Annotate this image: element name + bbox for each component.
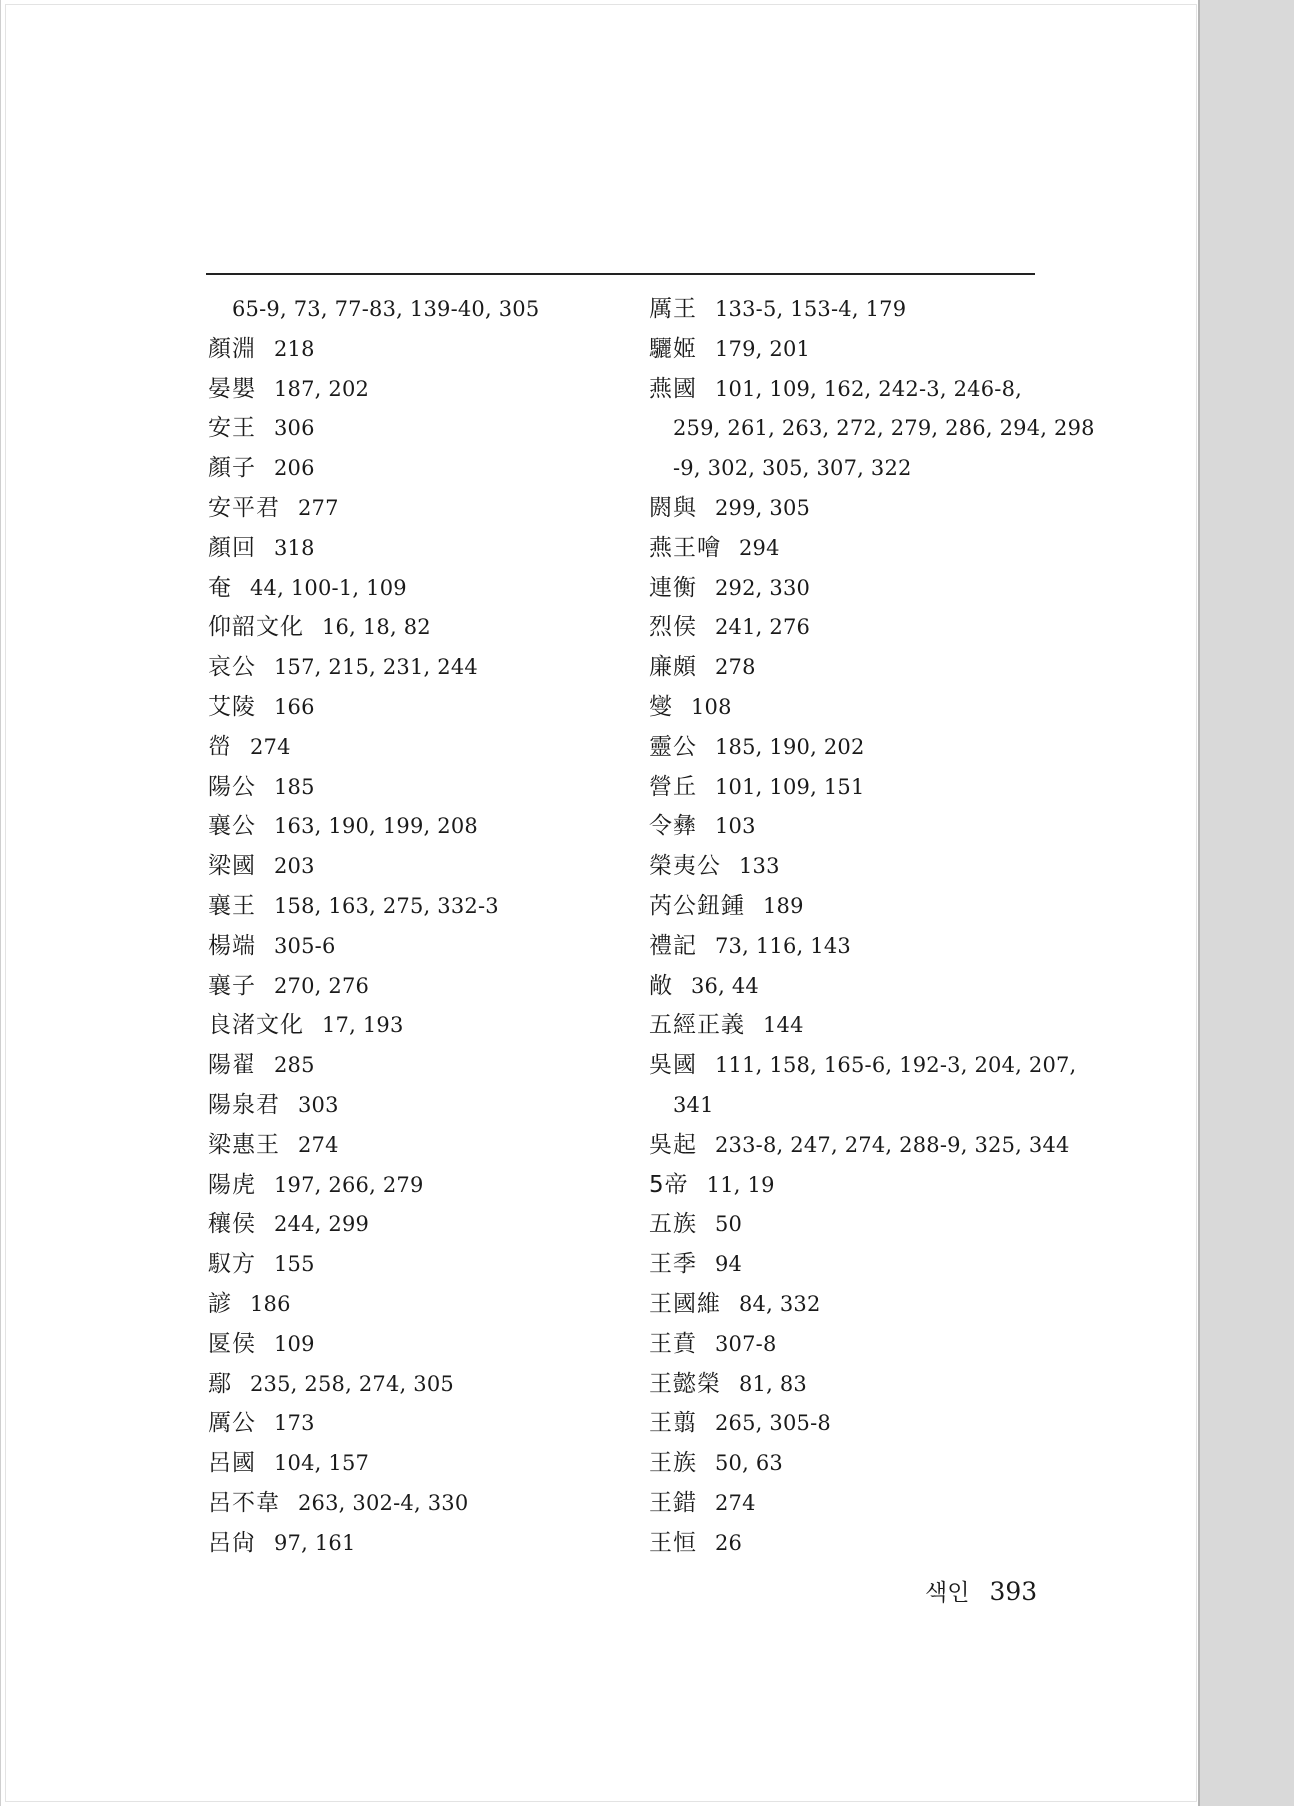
index-term: 燮: [649, 693, 673, 720]
index-page-refs: 303: [298, 1092, 339, 1117]
index-entry: [649, 1245, 1069, 1285]
index-term: 五經正義: [649, 1012, 745, 1039]
index-term: 榮夷公: [649, 853, 721, 880]
index-page-refs: 109: [274, 1331, 315, 1356]
index-entry: [208, 1524, 628, 1564]
index-entry: [208, 688, 628, 728]
index-term: 王賁: [649, 1330, 697, 1357]
index-entry: [208, 648, 628, 688]
index-page-refs: 104, 157: [274, 1451, 370, 1476]
index-page-refs: 50, 63: [715, 1451, 783, 1476]
index-entry: [649, 847, 1069, 887]
index-page-refs: -9, 302, 305, 307, 322: [673, 456, 912, 481]
index-entry-continuation: [649, 1086, 1069, 1126]
index-page-refs: 218: [274, 336, 315, 361]
index-page-refs: 265, 305-8: [715, 1411, 831, 1436]
index-term: 連衡: [649, 574, 697, 601]
index-page-refs: 341: [673, 1092, 714, 1117]
index-page-refs: 263, 302-4, 330: [298, 1490, 469, 1515]
index-entry: [208, 1444, 628, 1484]
index-entry: [208, 1205, 628, 1245]
index-entry: [208, 1285, 628, 1325]
index-entry: [208, 370, 628, 410]
index-page-refs: 186: [250, 1291, 291, 1316]
index-entry: [208, 967, 628, 1007]
index-term: 芮公鈕鍾: [649, 892, 745, 919]
index-entry: [208, 807, 628, 847]
index-page-refs: 11, 19: [706, 1172, 775, 1197]
index-page-refs: 157, 215, 231, 244: [274, 655, 478, 680]
index-entry: [208, 489, 628, 529]
index-term: 良渚文化: [208, 1012, 304, 1039]
index-page-refs: 16, 18, 82: [322, 615, 431, 640]
index-page-refs: 84, 332: [739, 1291, 821, 1316]
index-term: 仰韶文化: [208, 614, 304, 641]
index-page-refs: 179, 201: [715, 336, 811, 361]
index-entry: [208, 409, 628, 449]
index-term: 王翦: [649, 1410, 697, 1437]
index-term: 梁惠王: [208, 1131, 280, 1158]
index-entry: [208, 330, 628, 370]
index-term: 匽侯: [208, 1330, 256, 1357]
index-term: 哀公: [208, 654, 256, 681]
index-entry: [649, 569, 1069, 609]
index-term: 顏回: [208, 534, 256, 561]
index-entry: [208, 1365, 628, 1405]
index-term: 顏子: [208, 455, 256, 482]
index-page-refs: 274: [298, 1132, 339, 1157]
index-entry: [208, 927, 628, 967]
index-page-refs: 318: [274, 535, 315, 560]
index-term: 安平君: [208, 494, 280, 521]
index-term: 王季: [649, 1251, 697, 1278]
index-entry: [208, 529, 628, 569]
index-page-refs: 173: [274, 1411, 315, 1436]
index-page-refs: 241, 276: [715, 615, 811, 640]
index-page-refs: 278: [715, 655, 756, 680]
index-term: 艾陵: [208, 693, 256, 720]
index-page-refs: 166: [274, 694, 315, 719]
index-entry: [208, 1126, 628, 1166]
index-term: 廉頗: [649, 654, 697, 681]
index-page-refs: 206: [274, 456, 315, 481]
index-page-refs: 203: [274, 854, 315, 879]
index-term: 燕國: [649, 375, 697, 402]
index-entry: [649, 330, 1069, 370]
index-term: 靈公: [649, 733, 697, 760]
index-page-refs: 235, 258, 274, 305: [250, 1371, 454, 1396]
index-page-refs: 270, 276: [274, 973, 370, 998]
index-page-refs: 306: [274, 416, 315, 441]
index-term: 令彝: [649, 813, 697, 840]
index-entry: [649, 370, 1069, 410]
index-page-refs: 158, 163, 275, 332-3: [274, 893, 499, 918]
index-page-refs: 292, 330: [715, 575, 811, 600]
index-page-refs: 305-6: [274, 933, 336, 958]
index-page-refs: 81, 83: [739, 1371, 807, 1396]
index-entry: [208, 1166, 628, 1206]
index-page-refs: 285: [274, 1053, 315, 1078]
index-term: 嵤: [208, 733, 232, 760]
page-footer: [925, 1574, 1037, 1607]
index-entry: [649, 728, 1069, 768]
index-term: 禮記: [649, 932, 697, 959]
index-entry: [649, 1006, 1069, 1046]
index-page-refs: 111, 158, 165-6, 192-3, 204, 207,: [715, 1053, 1077, 1078]
index-entry: [649, 1444, 1069, 1484]
index-entry: [649, 529, 1069, 569]
index-page-refs: 50: [715, 1212, 743, 1237]
index-term: 陽公: [208, 773, 256, 800]
index-page-refs: 277: [298, 495, 339, 520]
index-page-refs: 185: [274, 774, 315, 799]
index-entry: [208, 1006, 628, 1046]
index-page-refs: 189: [763, 893, 804, 918]
index-entry: [649, 1126, 1069, 1166]
index-page-refs: 97, 161: [274, 1530, 356, 1555]
index-term: 王懿榮: [649, 1370, 721, 1397]
index-page-refs: 36, 44: [691, 973, 759, 998]
index-term: 晏嬰: [208, 375, 256, 402]
index-term: 驪姬: [649, 335, 697, 362]
index-page-refs: 163, 190, 199, 208: [274, 814, 478, 839]
index-entry: [208, 887, 628, 927]
index-term: 5帝: [649, 1171, 689, 1198]
index-page-refs: 299, 305: [715, 495, 811, 520]
footer-label: 색인: [925, 1580, 970, 1606]
index-page-refs: 187, 202: [274, 376, 370, 401]
index-term: 顏淵: [208, 335, 256, 362]
index-term: 王國維: [649, 1290, 721, 1317]
index-entry: [649, 807, 1069, 847]
index-entry: [208, 449, 628, 489]
index-term: 襄子: [208, 972, 256, 999]
header-rule: [206, 273, 1035, 275]
index-page-refs: 274: [250, 734, 291, 759]
index-term: 梁國: [208, 853, 256, 880]
index-term: 營丘: [649, 773, 697, 800]
index-term: 燕王噲: [649, 534, 721, 561]
index-column-left: [208, 290, 628, 1564]
index-term: 厲公: [208, 1410, 256, 1437]
index-entry: [649, 1365, 1069, 1405]
index-term: 陽虎: [208, 1171, 256, 1198]
index-page-refs: 65-9, 73, 77-83, 139-40, 305: [232, 297, 540, 321]
index-term: 鄢: [208, 1370, 232, 1397]
index-term: 敞: [649, 972, 673, 999]
index-term: 王錯: [649, 1489, 697, 1516]
index-entry: [208, 768, 628, 808]
index-term: 馭方: [208, 1251, 256, 1278]
index-page-refs: 244, 299: [274, 1212, 370, 1237]
index-entry: [208, 1325, 628, 1365]
index-entry-continuation: [208, 290, 628, 330]
index-term: 吳國: [649, 1052, 697, 1079]
index-page-refs: 44, 100-1, 109: [250, 575, 407, 600]
index-page-refs: 197, 266, 279: [274, 1172, 424, 1197]
index-term: 陽翟: [208, 1052, 256, 1079]
index-term: 陽泉君: [208, 1091, 280, 1118]
index-entry: [649, 290, 1069, 330]
index-entry: [649, 768, 1069, 808]
index-term: 呂尙: [208, 1529, 256, 1556]
index-page-refs: 103: [715, 814, 756, 839]
index-entry-continuation: [649, 409, 1095, 449]
index-entry: [208, 847, 628, 887]
index-page-refs: 108: [691, 694, 732, 719]
index-entry: [649, 1524, 1069, 1564]
index-entry: [649, 648, 1069, 688]
index-entry: [208, 1046, 628, 1086]
index-page-refs: 307-8: [715, 1331, 777, 1356]
index-page-refs: 101, 109, 151: [715, 774, 865, 799]
index-entry: [649, 887, 1069, 927]
index-page-refs: 133: [739, 854, 780, 879]
index-entry: [649, 1166, 1069, 1206]
index-term: 五族: [649, 1211, 697, 1238]
index-entry: [649, 1325, 1069, 1365]
index-entry: [649, 608, 1069, 648]
index-entry: [208, 1484, 628, 1524]
index-page-refs: 133-5, 153-4, 179: [715, 297, 907, 321]
index-page-refs: 144: [763, 1013, 804, 1038]
index-term: 穰侯: [208, 1211, 256, 1238]
index-term: 楊端: [208, 932, 256, 959]
index-entry: [208, 569, 628, 609]
index-entry: [649, 688, 1069, 728]
index-column-right: [649, 290, 1095, 1564]
index-term: 閼與: [649, 494, 697, 521]
index-entry: [208, 1086, 628, 1126]
index-term: 呂不韋: [208, 1489, 280, 1516]
index-term: 安王: [208, 415, 256, 442]
index-page-refs: 73, 116, 143: [715, 933, 851, 958]
index-entry: [649, 1046, 1077, 1086]
index-page-refs: 101, 109, 162, 242-3, 246-8,: [715, 376, 1023, 401]
index-entry: [208, 1245, 628, 1285]
index-page-refs: 294: [739, 535, 780, 560]
index-page-refs: 155: [274, 1252, 315, 1277]
index-entry: [649, 1484, 1069, 1524]
index-entry: [208, 608, 628, 648]
index-entry: [649, 967, 1069, 1007]
index-entry: [649, 1404, 1069, 1444]
index-term: 諺: [208, 1290, 232, 1317]
index-page-refs: 259, 261, 263, 272, 279, 286, 294, 298: [673, 416, 1095, 441]
index-entry: [649, 1205, 1069, 1245]
index-term: 襄公: [208, 813, 256, 840]
index-entry: [649, 927, 1069, 967]
index-page-refs: 26: [715, 1530, 743, 1555]
index-term: 烈侯: [649, 614, 697, 641]
index-entry-continuation: [649, 449, 1069, 489]
index-page-refs: 185, 190, 202: [715, 734, 865, 759]
index-term: 王族: [649, 1450, 697, 1477]
index-entry: [649, 489, 1069, 529]
index-page-refs: 274: [715, 1490, 756, 1515]
index-term: 吳起: [649, 1131, 697, 1158]
index-entry: [649, 1285, 1069, 1325]
index-term: 呂國: [208, 1450, 256, 1477]
page-number: 393: [989, 1577, 1038, 1606]
index-entry: [208, 728, 628, 768]
index-page-refs: 94: [715, 1252, 743, 1277]
index-term: 厲王: [649, 296, 697, 322]
index-entry: [208, 1404, 628, 1444]
index-term: 奄: [208, 574, 232, 601]
index-term: 襄王: [208, 892, 256, 919]
index-term: 王恒: [649, 1529, 697, 1556]
index-page-refs: 233-8, 247, 274, 288-9, 325, 344: [715, 1132, 1070, 1157]
index-page-refs: 17, 193: [322, 1013, 404, 1038]
